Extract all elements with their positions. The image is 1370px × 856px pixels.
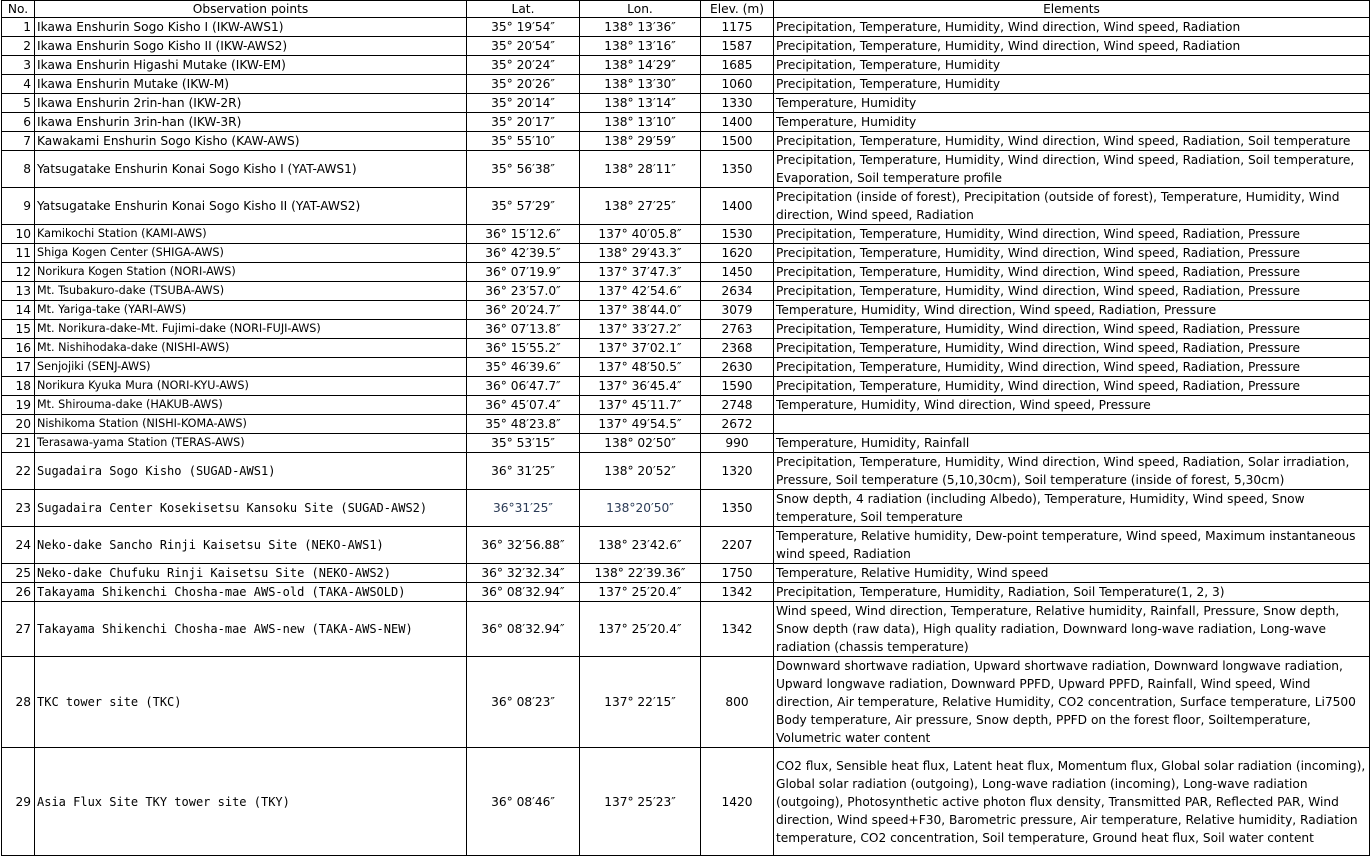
longitude: 137° 22′15″ [580,657,701,748]
elevation: 1450 [701,263,774,282]
latitude: 35° 19′54″ [467,18,580,37]
elements: Precipitation, Temperature, Humidity [774,56,1370,75]
header-row [2,1,1370,18]
elements: Precipitation, Temperature, Humidity, Wind direction, Wind speed, Radiation, Soil temperature, Evaporation, Soil temperature profile [774,151,1370,188]
table-row [2,75,1370,94]
observation-point: Mt. Yariga-take (YARI-AWS) [35,301,467,320]
longitude: 137° 25′23″ [580,748,701,856]
longitude: 138° 23′42.6″ [580,527,701,564]
elevation: 1320 [701,453,774,490]
observation-point: Yatsugatake Enshurin Konai Sogo Kisho I (YAT-AWS1) [35,151,467,188]
elements: Temperature, Humidity, Wind direction, Wind speed, Pressure [774,396,1370,415]
observation-point: Sugadaira Center Kosekisetsu Kansoku Site (SUGAD-AWS2) [35,490,467,527]
latitude: 35° 20′14″ [467,94,580,113]
table-row [2,748,1370,856]
table-row [2,301,1370,320]
row-number: 21 [2,434,35,453]
elements: Precipitation (inside of forest), Precipitation (outside of forest), Temperature, Humidity, Wind direction, Wind speed, Radiation [774,188,1370,225]
table-row [2,377,1370,396]
elevation: 1330 [701,94,774,113]
elevation: 1500 [701,132,774,151]
latitude: 36° 15′12.6″ [467,225,580,244]
latitude: 35° 46′39.6″ [467,358,580,377]
longitude: 137° 36′45.4″ [580,377,701,396]
elements: Precipitation, Temperature, Humidity, Wind direction, Wind speed, Radiation, Pressure [774,339,1370,358]
row-number: 13 [2,282,35,301]
elevation: 1590 [701,377,774,396]
latitude: 35° 20′26″ [467,75,580,94]
table-row [2,151,1370,188]
elevation: 1342 [701,583,774,602]
elements: Precipitation, Temperature, Humidity, Wind direction, Wind speed, Radiation, Pressure [774,320,1370,339]
observation-point: Ikawa Enshurin Mutake (IKW-M) [35,75,467,94]
observation-point: Yatsugatake Enshurin Konai Sogo Kisho II (YAT-AWS2) [35,188,467,225]
row-number: 1 [2,18,35,37]
header-elements: Elements [774,1,1370,18]
longitude: 137° 37′02.1″ [580,339,701,358]
latitude: 36° 32′56.88″ [467,527,580,564]
elevation: 2368 [701,339,774,358]
elements: Temperature, Humidity, Wind direction, Wind speed, Radiation, Pressure [774,301,1370,320]
table-row [2,490,1370,527]
longitude: 137° 25′20.4″ [580,583,701,602]
elevation: 1400 [701,113,774,132]
longitude: 137° 48′50.5″ [580,358,701,377]
longitude: 138° 13′36″ [580,18,701,37]
longitude: 138° 14′29″ [580,56,701,75]
elements: Precipitation, Temperature, Humidity, Wind direction, Wind speed, Radiation, Pressure [774,377,1370,396]
row-number: 7 [2,132,35,151]
elements: Precipitation, Temperature, Humidity, Radiation, Soil Temperature(1, 2, 3) [774,583,1370,602]
header-lat: Lat. [467,1,580,18]
elevation: 2634 [701,282,774,301]
elevation: 1342 [701,602,774,657]
table-row [2,415,1370,434]
latitude: 36° 42′39.5″ [467,244,580,263]
header-point: Observation points [35,1,467,18]
elements: Precipitation, Temperature, Humidity, Wind direction, Wind speed, Radiation, Pressure [774,358,1370,377]
elements: Temperature, Humidity [774,94,1370,113]
longitude: 137° 38′44.0″ [580,301,701,320]
table-row [2,583,1370,602]
elevation: 1420 [701,748,774,856]
elements: CO2 flux, Sensible heat flux, Latent heat flux, Momentum flux, Global solar radiation (incoming), Global solar radiation (outgoing), Long-wave radiation (incoming), Long-wave radiation (outgoing), Photosynthetic active photon flux density, Transmitted PAR, Reflected PAR, Wind direction, Wind speed+F30, Barometric pressure, Air temperature, Relative humidity, Radiation temperature, CO2 concentration, Soil temperature, Ground heat flux, Soil water content [774,748,1370,856]
observation-points-table [1,0,1370,856]
observation-point: Sugadaira Sogo Kisho (SUGAD-AWS1) [35,453,467,490]
elements: Temperature, Relative Humidity, Wind speed [774,564,1370,583]
observation-point: Asia Flux Site TKY tower site (TKY) [35,748,467,856]
row-number: 2 [2,37,35,56]
row-number: 22 [2,453,35,490]
elements: Precipitation, Temperature, Humidity [774,75,1370,94]
longitude: 137° 37′47.3″ [580,263,701,282]
latitude: 36° 08′32.94″ [467,583,580,602]
elevation: 1530 [701,225,774,244]
elevation: 2763 [701,320,774,339]
table-row [2,94,1370,113]
longitude: 138°20′50″ [580,490,701,527]
row-number: 16 [2,339,35,358]
table-row [2,358,1370,377]
table-row [2,434,1370,453]
elements: Temperature, Relative humidity, Dew-point temperature, Wind speed, Maximum instantaneous wind speed, Radiation [774,527,1370,564]
header-no: No. [2,1,35,18]
longitude: 137° 49′54.5″ [580,415,701,434]
latitude: 35° 53′15″ [467,434,580,453]
latitude: 35° 57′29″ [467,188,580,225]
longitude: 138° 29′59″ [580,132,701,151]
elements: Precipitation, Temperature, Humidity, Wind direction, Wind speed, Radiation, Pressure [774,225,1370,244]
longitude: 138° 20′52″ [580,453,701,490]
observation-point: Takayama Shikenchi Chosha-mae AWS-old (TAKA-AWSOLD) [35,583,467,602]
longitude: 138° 29′43.3″ [580,244,701,263]
table-body [2,18,1370,856]
table-row [2,602,1370,657]
row-number: 17 [2,358,35,377]
table-row [2,657,1370,748]
observation-point: Mt. Norikura-dake-Mt. Fujimi-dake (NORI-FUJI-AWS) [35,320,467,339]
table-row [2,188,1370,225]
row-number: 28 [2,657,35,748]
observation-point: Norikura Kyuka Mura (NORI-KYU-AWS) [35,377,467,396]
row-number: 4 [2,75,35,94]
longitude: 138° 02′50″ [580,434,701,453]
row-number: 20 [2,415,35,434]
elements: Precipitation, Temperature, Humidity, Wind direction, Wind speed, Radiation, Pressure [774,282,1370,301]
row-number: 27 [2,602,35,657]
latitude: 35° 20′54″ [467,37,580,56]
elevation: 1350 [701,490,774,527]
latitude: 36° 32′32.34″ [467,564,580,583]
longitude: 138° 13′30″ [580,75,701,94]
row-number: 5 [2,94,35,113]
row-number: 23 [2,490,35,527]
elements: Precipitation, Temperature, Humidity, Wind direction, Wind speed, Radiation, Soil temperature [774,132,1370,151]
elevation: 2630 [701,358,774,377]
longitude: 137° 42′54.6″ [580,282,701,301]
latitude: 36° 08′23″ [467,657,580,748]
table-row [2,56,1370,75]
elevation: 800 [701,657,774,748]
longitude: 137° 45′11.7″ [580,396,701,415]
latitude: 36° 23′57.0″ [467,282,580,301]
observation-point: Shiga Kogen Center (SHIGA-AWS) [35,244,467,263]
observation-point: Ikawa Enshurin Higashi Mutake (IKW-EM) [35,56,467,75]
table-row [2,453,1370,490]
header-lon: Lon. [580,1,701,18]
longitude: 138° 27′25″ [580,188,701,225]
table-row [2,263,1370,282]
observation-point: Norikura Kogen Station (NORI-AWS) [35,263,467,282]
latitude: 36° 45′07.4″ [467,396,580,415]
latitude: 36°31′25″ [467,490,580,527]
latitude: 36° 07′13.8″ [467,320,580,339]
row-number: 9 [2,188,35,225]
longitude: 138° 13′14″ [580,94,701,113]
elements: Precipitation, Temperature, Humidity, Wind direction, Wind speed, Radiation [774,18,1370,37]
row-number: 26 [2,583,35,602]
elevation: 2748 [701,396,774,415]
elevation: 1400 [701,188,774,225]
latitude: 36° 20′24.7″ [467,301,580,320]
elements: Precipitation, Temperature, Humidity, Wind direction, Wind speed, Radiation, Pressure [774,244,1370,263]
table-row [2,18,1370,37]
elements: Temperature, Humidity [774,113,1370,132]
elements: Precipitation, Temperature, Humidity, Wind direction, Wind speed, Radiation, Pressure [774,263,1370,282]
latitude: 36° 31′25″ [467,453,580,490]
longitude: 137° 25′20.4″ [580,602,701,657]
table-row [2,37,1370,56]
elevation: 2207 [701,527,774,564]
latitude: 36° 06′47.7″ [467,377,580,396]
table-row [2,225,1370,244]
observation-point: Terasawa-yama Station (TERAS-AWS) [35,434,467,453]
longitude: 137° 40′05.8″ [580,225,701,244]
elements: Snow depth, 4 radiation (including Albedo), Temperature, Humidity, Wind speed, Snow temperature, Soil temperature [774,490,1370,527]
row-number: 18 [2,377,35,396]
observation-point: Kawakami Enshurin Sogo Kisho (KAW-AWS) [35,132,467,151]
table-row [2,527,1370,564]
longitude: 138° 13′10″ [580,113,701,132]
observation-point: Mt. Nishihodaka-dake (NISHI-AWS) [35,339,467,358]
row-number: 11 [2,244,35,263]
observation-point: Neko-dake Sancho Rinji Kaisetsu Site (NEKO-AWS1) [35,527,467,564]
latitude: 35° 20′24″ [467,56,580,75]
row-number: 24 [2,527,35,564]
elevation: 1350 [701,151,774,188]
longitude: 138° 28′11″ [580,151,701,188]
row-number: 3 [2,56,35,75]
table-row [2,244,1370,263]
elevation: 3079 [701,301,774,320]
row-number: 6 [2,113,35,132]
elevation: 1587 [701,37,774,56]
table-row [2,320,1370,339]
elevation: 1750 [701,564,774,583]
row-number: 19 [2,396,35,415]
latitude: 35° 20′17″ [467,113,580,132]
row-number: 8 [2,151,35,188]
table-row [2,564,1370,583]
elevation: 2672 [701,415,774,434]
latitude: 36° 08′46″ [467,748,580,856]
latitude: 35° 48′23.8″ [467,415,580,434]
longitude: 137° 33′27.2″ [580,320,701,339]
elevation: 1175 [701,18,774,37]
observation-point: Mt. Shirouma-dake (HAKUB-AWS) [35,396,467,415]
elements: Wind speed, Wind direction, Temperature, Relative humidity, Rainfall, Pressure, Snow depth, Snow depth (raw data), High quality radiation, Downward long-wave radiation, Long-wave radiation (chassis temperature) [774,602,1370,657]
table-row [2,339,1370,358]
elevation: 1685 [701,56,774,75]
table-row [2,132,1370,151]
elevation: 1620 [701,244,774,263]
table-row [2,396,1370,415]
elevation: 1060 [701,75,774,94]
table-row [2,282,1370,301]
longitude: 138° 13′16″ [580,37,701,56]
latitude: 36° 08′32.94″ [467,602,580,657]
row-number: 12 [2,263,35,282]
row-number: 29 [2,748,35,856]
latitude: 35° 55′10″ [467,132,580,151]
latitude: 35° 56′38″ [467,151,580,188]
observation-point: Ikawa Enshurin Sogo Kisho II (IKW-AWS2) [35,37,467,56]
observation-point: Ikawa Enshurin 2rin-han (IKW-2R) [35,94,467,113]
observation-point: Takayama Shikenchi Chosha-mae AWS-new (TAKA-AWS-NEW) [35,602,467,657]
elevation: 990 [701,434,774,453]
latitude: 36° 07′19.9″ [467,263,580,282]
row-number: 25 [2,564,35,583]
observation-point: Senjojiki (SENJ-AWS) [35,358,467,377]
elements [774,415,1370,434]
observation-point: Nishikoma Station (NISHI-KOMA-AWS) [35,415,467,434]
observation-point: Mt. Tsubakuro-dake (TSUBA-AWS) [35,282,467,301]
latitude: 36° 15′55.2″ [467,339,580,358]
elements: Precipitation, Temperature, Humidity, Wind direction, Wind speed, Radiation [774,37,1370,56]
row-number: 15 [2,320,35,339]
observation-point: Neko-dake Chufuku Rinji Kaisetsu Site (NEKO-AWS2) [35,564,467,583]
elements: Temperature, Humidity, Rainfall [774,434,1370,453]
observation-point: Ikawa Enshurin 3rin-han (IKW-3R) [35,113,467,132]
row-number: 10 [2,225,35,244]
row-number: 14 [2,301,35,320]
observation-point: Kamikochi Station (KAMI-AWS) [35,225,467,244]
observation-point: Ikawa Enshurin Sogo Kisho I (IKW-AWS1) [35,18,467,37]
elements: Precipitation, Temperature, Humidity, Wind direction, Wind speed, Radiation, Solar irradiation, Pressure, Soil temperature (5,10,30cm), Soil temperature (inside of forest, 5,30cm) [774,453,1370,490]
observation-point: TKC tower site (TKC) [35,657,467,748]
table-row [2,113,1370,132]
longitude: 138° 22′39.36″ [580,564,701,583]
header-elev: Elev. (m) [701,1,774,18]
elements: Downward shortwave radiation, Upward shortwave radiation, Downward longwave radiation, Upward longwave radiation, Downward PPFD, Upward PPFD, Rainfall, Wind speed, Wind direction, Air temperature, Relative Humidity, CO2 concentration, Surface temperature, Li7500 Body temperature, Air pressure, Snow depth, PPFD on the forest floor, Soiltemperature, Volumetric water content [774,657,1370,748]
